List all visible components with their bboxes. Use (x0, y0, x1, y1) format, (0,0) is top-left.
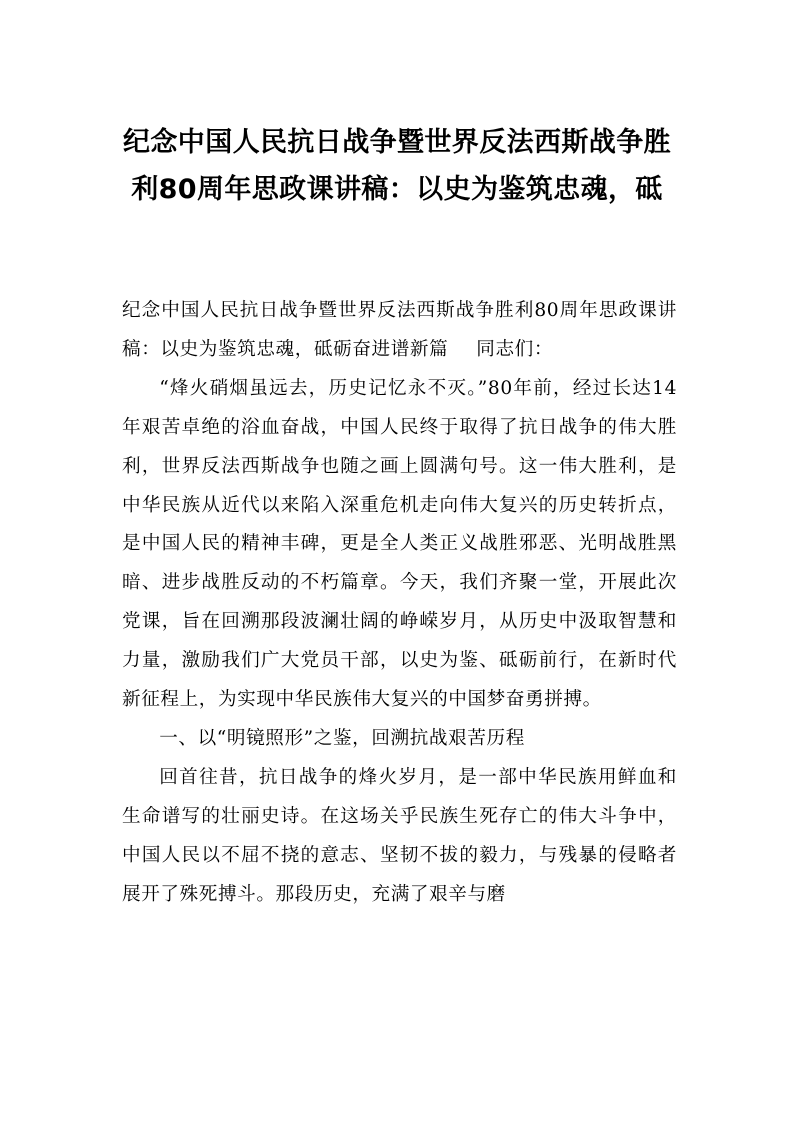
intro-text: 纪念中国人民抗日战争暨世界反法西斯战争胜利80周年思政课讲稿：以史为鉴筑忠魂，砥砺奋进谱新篇 (122, 300, 677, 360)
paragraph-section-one: 回首往昔，抗日战争的烽火岁月，是一部中华民族用鲜血和生命谱写的壮丽史诗。在这场关乎民族生死存亡的伟大斗争中，中国人民以不屈不挠的意志、坚韧不拔的毅力，与残暴的侵略者展开了殊死搏斗。那段历史，充满了艰辛与磨 (122, 766, 677, 905)
intro-paragraph (122, 292, 677, 370)
section-heading: 一、以“明镜照形”之鉴，回溯抗战艰苦历程 (159, 727, 525, 749)
paragraph-opening: “烽火硝烟虽远去，历史记忆永不灭。”80年前，经过长达14年艰苦卓绝的浴血奋战，中国人民终于取得了抗日战争的伟大胜利，世界反法西斯战争也随之画上圆满句号。这一伟大胜利，是中华民族从近代以来陷入深重危机走向伟大复兴的历史转折点，是中国人民的精神丰碑，更是全人类正义战胜邪恶、光明战胜黑暗、进步战胜反动的不朽篇章。今天，我们齐聚一堂，开展此次党课，旨在回溯那段波澜壮阔的峥嵘岁月，从历史中汲取智慧和力量，激励我们广大党员干部，以史为鉴、砥砺前行，在新时代新征程上，为实现中华民族伟大复兴的中国梦奋勇拼搏。 (122, 377, 677, 711)
document-body (122, 292, 677, 915)
document-title: 纪念中国人民抗日战争暨世界反法西斯战争胜利80周年思政课讲稿：以史为鉴筑忠魂，砥 (123, 127, 671, 205)
salutation: 同志们： (476, 338, 554, 360)
